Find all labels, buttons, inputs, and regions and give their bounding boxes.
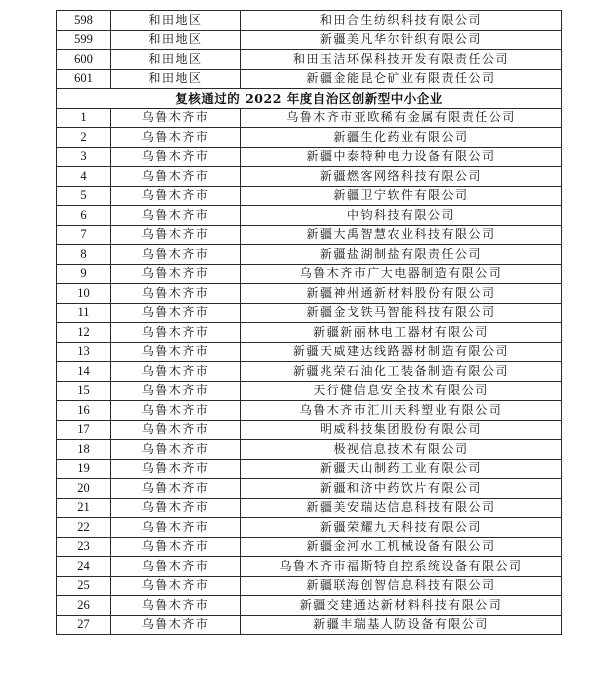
table-row bbox=[57, 284, 562, 304]
region-cell: 乌鲁木齐市 bbox=[111, 596, 241, 616]
company-name-cell: 中钧科技有限公司 bbox=[241, 206, 562, 226]
table-row bbox=[57, 245, 562, 265]
table-row bbox=[57, 596, 562, 616]
table-row bbox=[57, 518, 562, 538]
row-number-cell: 24 bbox=[57, 557, 111, 577]
region-cell: 乌鲁木齐市 bbox=[111, 440, 241, 460]
region-cell: 乌鲁木齐市 bbox=[111, 264, 241, 284]
company-name-cell: 新疆和济中药饮片有限公司 bbox=[241, 479, 562, 499]
row-number-cell: 10 bbox=[57, 284, 111, 304]
region-cell: 乌鲁木齐市 bbox=[111, 147, 241, 167]
region-cell: 乌鲁木齐市 bbox=[111, 401, 241, 421]
row-number-cell: 2 bbox=[57, 128, 111, 148]
company-name-cell: 新疆联海创智信息科技有限公司 bbox=[241, 576, 562, 596]
table-row bbox=[57, 186, 562, 206]
row-number-cell: 599 bbox=[57, 30, 111, 50]
company-name-cell: 乌鲁木齐市福斯特自控系统设备有限公司 bbox=[241, 557, 562, 577]
row-number-cell: 9 bbox=[57, 264, 111, 284]
company-name-cell: 新疆中泰特种电力设备有限公司 bbox=[241, 147, 562, 167]
enterprise-list-table bbox=[56, 10, 562, 635]
region-cell: 乌鲁木齐市 bbox=[111, 537, 241, 557]
row-number-cell: 14 bbox=[57, 362, 111, 382]
section-title: 复核通过的 2022 年度自治区创新型中小企业 bbox=[57, 89, 562, 109]
row-number-cell: 13 bbox=[57, 342, 111, 362]
company-name-cell: 新疆兆荣石油化工装备制造有限公司 bbox=[241, 362, 562, 382]
row-number-cell: 25 bbox=[57, 576, 111, 596]
row-number-cell: 15 bbox=[57, 381, 111, 401]
region-cell: 和田地区 bbox=[111, 69, 241, 89]
row-number-cell: 12 bbox=[57, 323, 111, 343]
row-number-cell: 17 bbox=[57, 420, 111, 440]
region-cell: 乌鲁木齐市 bbox=[111, 479, 241, 499]
row-number-cell: 1 bbox=[57, 108, 111, 128]
company-name-cell: 新疆卫宁软件有限公司 bbox=[241, 186, 562, 206]
table-row bbox=[57, 381, 562, 401]
row-number-cell: 27 bbox=[57, 615, 111, 635]
table-row bbox=[57, 362, 562, 382]
region-cell: 乌鲁木齐市 bbox=[111, 420, 241, 440]
table-row bbox=[57, 498, 562, 518]
company-name-cell: 新疆金戈铁马智能科技有限公司 bbox=[241, 303, 562, 323]
region-cell: 乌鲁木齐市 bbox=[111, 323, 241, 343]
table-row bbox=[57, 303, 562, 323]
table-row bbox=[57, 69, 562, 89]
table-row bbox=[57, 108, 562, 128]
company-name-cell: 新疆荣耀九天科技有限公司 bbox=[241, 518, 562, 538]
row-number-cell: 21 bbox=[57, 498, 111, 518]
row-number-cell: 600 bbox=[57, 50, 111, 70]
row-number-cell: 4 bbox=[57, 167, 111, 187]
row-number-cell: 598 bbox=[57, 11, 111, 31]
company-name-cell: 乌鲁木齐市广大电器制造有限公司 bbox=[241, 264, 562, 284]
row-number-cell: 5 bbox=[57, 186, 111, 206]
region-cell: 乌鲁木齐市 bbox=[111, 576, 241, 596]
table-row bbox=[57, 167, 562, 187]
company-name-cell: 新疆美安瑞达信息科技有限公司 bbox=[241, 498, 562, 518]
region-cell: 乌鲁木齐市 bbox=[111, 206, 241, 226]
table-row bbox=[57, 128, 562, 148]
section-header-row bbox=[57, 89, 562, 109]
row-number-cell: 16 bbox=[57, 401, 111, 421]
company-name-cell: 新疆交建通达新材料科技有限公司 bbox=[241, 596, 562, 616]
region-cell: 和田地区 bbox=[111, 50, 241, 70]
company-name-cell: 和田玉洁环保科技开发有限责任公司 bbox=[241, 50, 562, 70]
row-number-cell: 26 bbox=[57, 596, 111, 616]
region-cell: 乌鲁木齐市 bbox=[111, 615, 241, 635]
table-row bbox=[57, 537, 562, 557]
row-number-cell: 20 bbox=[57, 479, 111, 499]
table-row bbox=[57, 264, 562, 284]
region-cell: 乌鲁木齐市 bbox=[111, 303, 241, 323]
company-name-cell: 极视信息技术有限公司 bbox=[241, 440, 562, 460]
row-number-cell: 18 bbox=[57, 440, 111, 460]
table-row bbox=[57, 147, 562, 167]
row-number-cell: 3 bbox=[57, 147, 111, 167]
row-number-cell: 6 bbox=[57, 206, 111, 226]
table-row bbox=[57, 401, 562, 421]
table-row bbox=[57, 615, 562, 635]
company-name-cell: 和田合生纺织科技有限公司 bbox=[241, 11, 562, 31]
row-number-cell: 22 bbox=[57, 518, 111, 538]
table-row bbox=[57, 342, 562, 362]
company-name-cell: 乌鲁木齐市汇川天科塑业有限公司 bbox=[241, 401, 562, 421]
company-name-cell: 新疆天山制药工业有限公司 bbox=[241, 459, 562, 479]
row-number-cell: 601 bbox=[57, 69, 111, 89]
region-cell: 和田地区 bbox=[111, 30, 241, 50]
row-number-cell: 7 bbox=[57, 225, 111, 245]
company-name-cell: 新疆金能昆仑矿业有限责任公司 bbox=[241, 69, 562, 89]
table-row bbox=[57, 440, 562, 460]
row-number-cell: 19 bbox=[57, 459, 111, 479]
company-name-cell: 明威科技集团股份有限公司 bbox=[241, 420, 562, 440]
table-row bbox=[57, 206, 562, 226]
table-row bbox=[57, 576, 562, 596]
table-body bbox=[57, 11, 562, 635]
region-cell: 乌鲁木齐市 bbox=[111, 128, 241, 148]
row-number-cell: 23 bbox=[57, 537, 111, 557]
table-row bbox=[57, 557, 562, 577]
region-cell: 乌鲁木齐市 bbox=[111, 167, 241, 187]
table-row bbox=[57, 323, 562, 343]
region-cell: 乌鲁木齐市 bbox=[111, 186, 241, 206]
region-cell: 乌鲁木齐市 bbox=[111, 342, 241, 362]
row-number-cell: 11 bbox=[57, 303, 111, 323]
company-name-cell: 新疆神州通新材料股份有限公司 bbox=[241, 284, 562, 304]
region-cell: 乌鲁木齐市 bbox=[111, 557, 241, 577]
company-name-cell: 新疆大禹智慧农业科技有限公司 bbox=[241, 225, 562, 245]
table-row bbox=[57, 459, 562, 479]
region-cell: 乌鲁木齐市 bbox=[111, 245, 241, 265]
region-cell: 乌鲁木齐市 bbox=[111, 108, 241, 128]
region-cell: 乌鲁木齐市 bbox=[111, 459, 241, 479]
row-number-cell: 8 bbox=[57, 245, 111, 265]
company-name-cell: 新疆新丽林电工器材有限公司 bbox=[241, 323, 562, 343]
company-name-cell: 乌鲁木齐市亚欧稀有金属有限责任公司 bbox=[241, 108, 562, 128]
table-row bbox=[57, 225, 562, 245]
region-cell: 乌鲁木齐市 bbox=[111, 362, 241, 382]
company-name-cell: 新疆金河水工机械设备有限公司 bbox=[241, 537, 562, 557]
company-name-cell: 新疆盐湖制盐有限责任公司 bbox=[241, 245, 562, 265]
company-name-cell: 天行健信息安全技术有限公司 bbox=[241, 381, 562, 401]
company-name-cell: 新疆美凡华尔针织有限公司 bbox=[241, 30, 562, 50]
table-row bbox=[57, 11, 562, 31]
company-name-cell: 新疆丰瑞基人防设备有限公司 bbox=[241, 615, 562, 635]
region-cell: 乌鲁木齐市 bbox=[111, 225, 241, 245]
company-name-cell: 新疆生化药业有限公司 bbox=[241, 128, 562, 148]
table-row bbox=[57, 50, 562, 70]
table-row bbox=[57, 420, 562, 440]
region-cell: 乌鲁木齐市 bbox=[111, 498, 241, 518]
table-row bbox=[57, 30, 562, 50]
region-cell: 乌鲁木齐市 bbox=[111, 284, 241, 304]
company-name-cell: 新疆燃客网络科技有限公司 bbox=[241, 167, 562, 187]
region-cell: 乌鲁木齐市 bbox=[111, 381, 241, 401]
region-cell: 乌鲁木齐市 bbox=[111, 518, 241, 538]
table-row bbox=[57, 479, 562, 499]
company-name-cell: 新疆天威建达线路器材制造有限公司 bbox=[241, 342, 562, 362]
region-cell: 和田地区 bbox=[111, 11, 241, 31]
